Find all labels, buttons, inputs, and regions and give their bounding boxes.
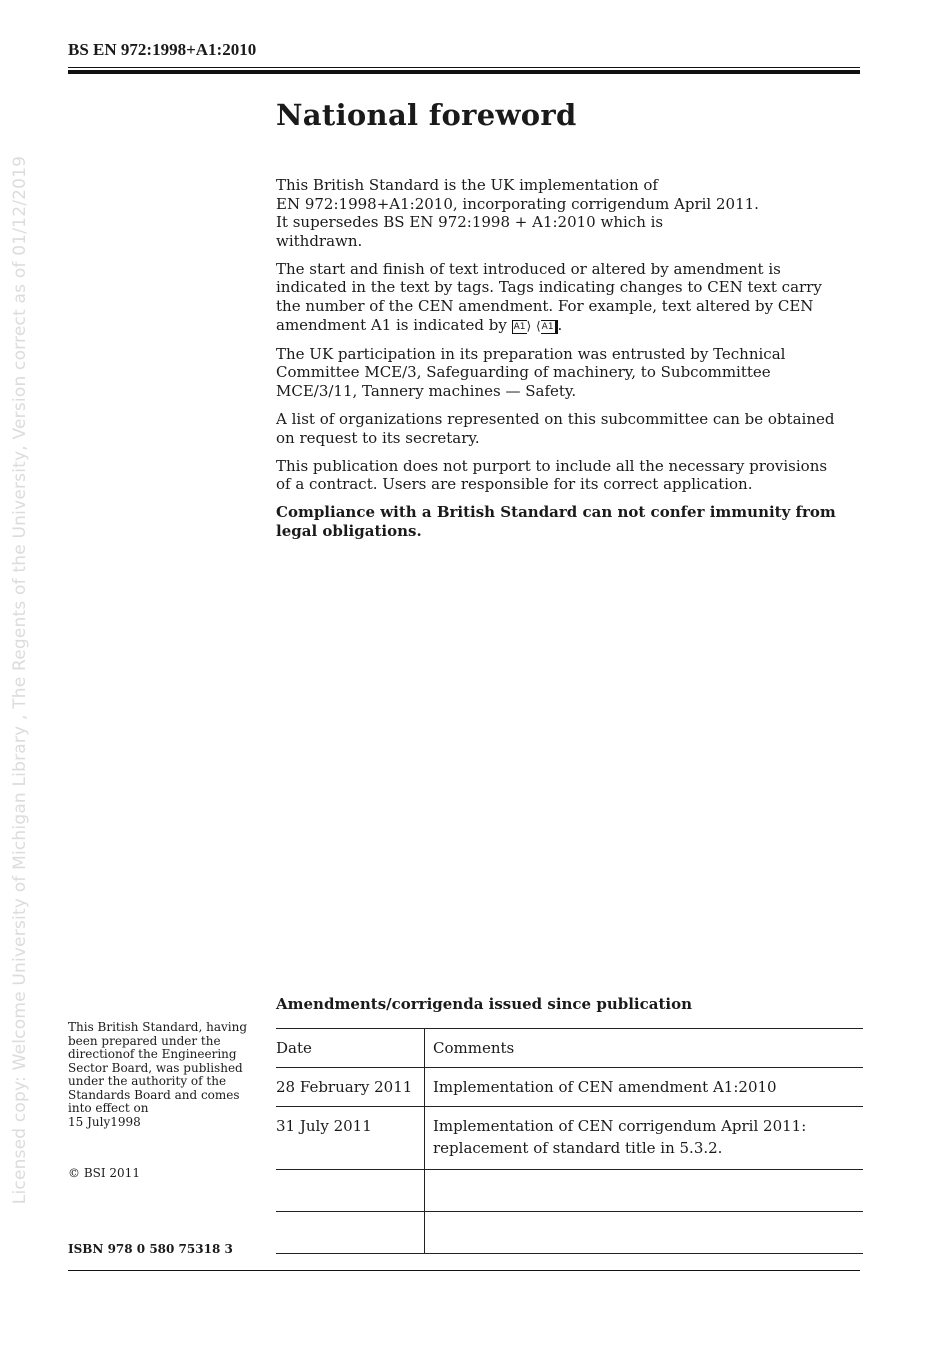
p1-line-3: It supersedes BS EN 972:1998 + A1:2010 which is: [276, 213, 664, 232]
p2-end: .: [557, 315, 563, 334]
note-line-5: under the authority of the: [68, 1074, 227, 1088]
foreword-paragraph-5: This publication does not purport to include all the necessary provisions of a contract. Users are responsible for its correct application.: [276, 456, 828, 494]
amendment-start-tag-icon: A1: [513, 321, 526, 332]
foreword-paragraph-1: [276, 176, 836, 250]
amendments-title: Amendments/corrigenda issued since publication: [276, 995, 692, 1013]
header-rule-thin: [68, 67, 860, 68]
note-line-2: been prepared under the: [68, 1033, 221, 1048]
document-id: BS EN 972:1998+A1:2010: [68, 40, 257, 59]
comment-line-1: Implementation of CEN corrigendum April 2011:: [433, 1117, 807, 1135]
row-date: 28 February 2011: [276, 1068, 425, 1107]
p1-line-1: This British Standard is the UK implementation of: [276, 176, 658, 194]
row-comment: Implementation of CEN amendment A1:2010: [425, 1068, 864, 1107]
column-header-date: Date: [276, 1029, 425, 1068]
row-date-empty: [276, 1170, 425, 1212]
table-row-empty: [276, 1212, 863, 1254]
note-line-1: This British Standard, having: [68, 1020, 248, 1034]
isbn: ISBN 978 0 580 75318 3: [68, 1242, 233, 1256]
foreword-paragraph-4: A list of organizations represented on this subcommittee can be obtained on request to its secretary.: [276, 410, 835, 447]
row-comment-empty: [425, 1212, 864, 1254]
note-line-7: into effect on: [68, 1101, 149, 1115]
foreword-paragraph-3: The UK participation in its preparation was entrusted by Technical Committee MCE/3, Safeguarding of machinery, to Subcommittee MCE/3/11, Tannery machines — Safety.: [276, 344, 786, 400]
copyright-notice: © BSI 2011: [68, 1166, 140, 1180]
table-row: [276, 1107, 863, 1170]
column-header-comments: Comments: [425, 1029, 864, 1068]
page-title: National foreword: [276, 98, 577, 132]
table-header-row: [276, 1029, 863, 1068]
foreword-paragraph-2: [276, 260, 836, 335]
p1-line-2: EN 972:1998+A1:2010, incorporating corrigendum April 2011.: [276, 194, 759, 213]
amendment-end-tag-icon: A1: [541, 320, 558, 334]
header-rule-thick: [68, 70, 860, 74]
note-line-3: directionof the Engineering: [68, 1047, 237, 1061]
note-line-4: Sector Board, was published: [68, 1060, 243, 1075]
tag-start-angle: ⟩: [526, 318, 532, 333]
note-line-8: 15 July1998: [68, 1114, 141, 1129]
note-line-6: Standards Board and comes: [68, 1087, 240, 1102]
p1-line-4: withdrawn.: [276, 231, 363, 250]
row-date: 31 July 2011: [276, 1107, 425, 1170]
publication-note: [68, 1021, 256, 1129]
license-watermark: Licensed copy: Welcome University of Michigan Library , The Regents of the University, Version correct as of 01/12/2019: [10, 155, 30, 1205]
row-date-empty: [276, 1212, 425, 1254]
foreword-body: [276, 176, 836, 550]
row-comment-empty: [425, 1170, 864, 1212]
footer-rule: [68, 1270, 860, 1271]
amendments-table: [276, 1028, 863, 1254]
compliance-statement: Compliance with a British Standard can not confer immunity from legal obligations.: [276, 503, 836, 540]
p2-text: The start and finish of text introduced or altered by amendment is indicated in the text by tags. Tags indicating changes to CEN text carry the number of the CEN amendment. For example, text altered by CEN amendment A1 is indicated by: [276, 259, 822, 334]
comment-line-2: replacement of standard title in 5.3.2.: [433, 1139, 723, 1157]
table-row: [276, 1068, 863, 1107]
tag-end-angle: ⟨: [535, 318, 541, 333]
row-comment: [425, 1107, 864, 1170]
table-row-empty: [276, 1170, 863, 1212]
